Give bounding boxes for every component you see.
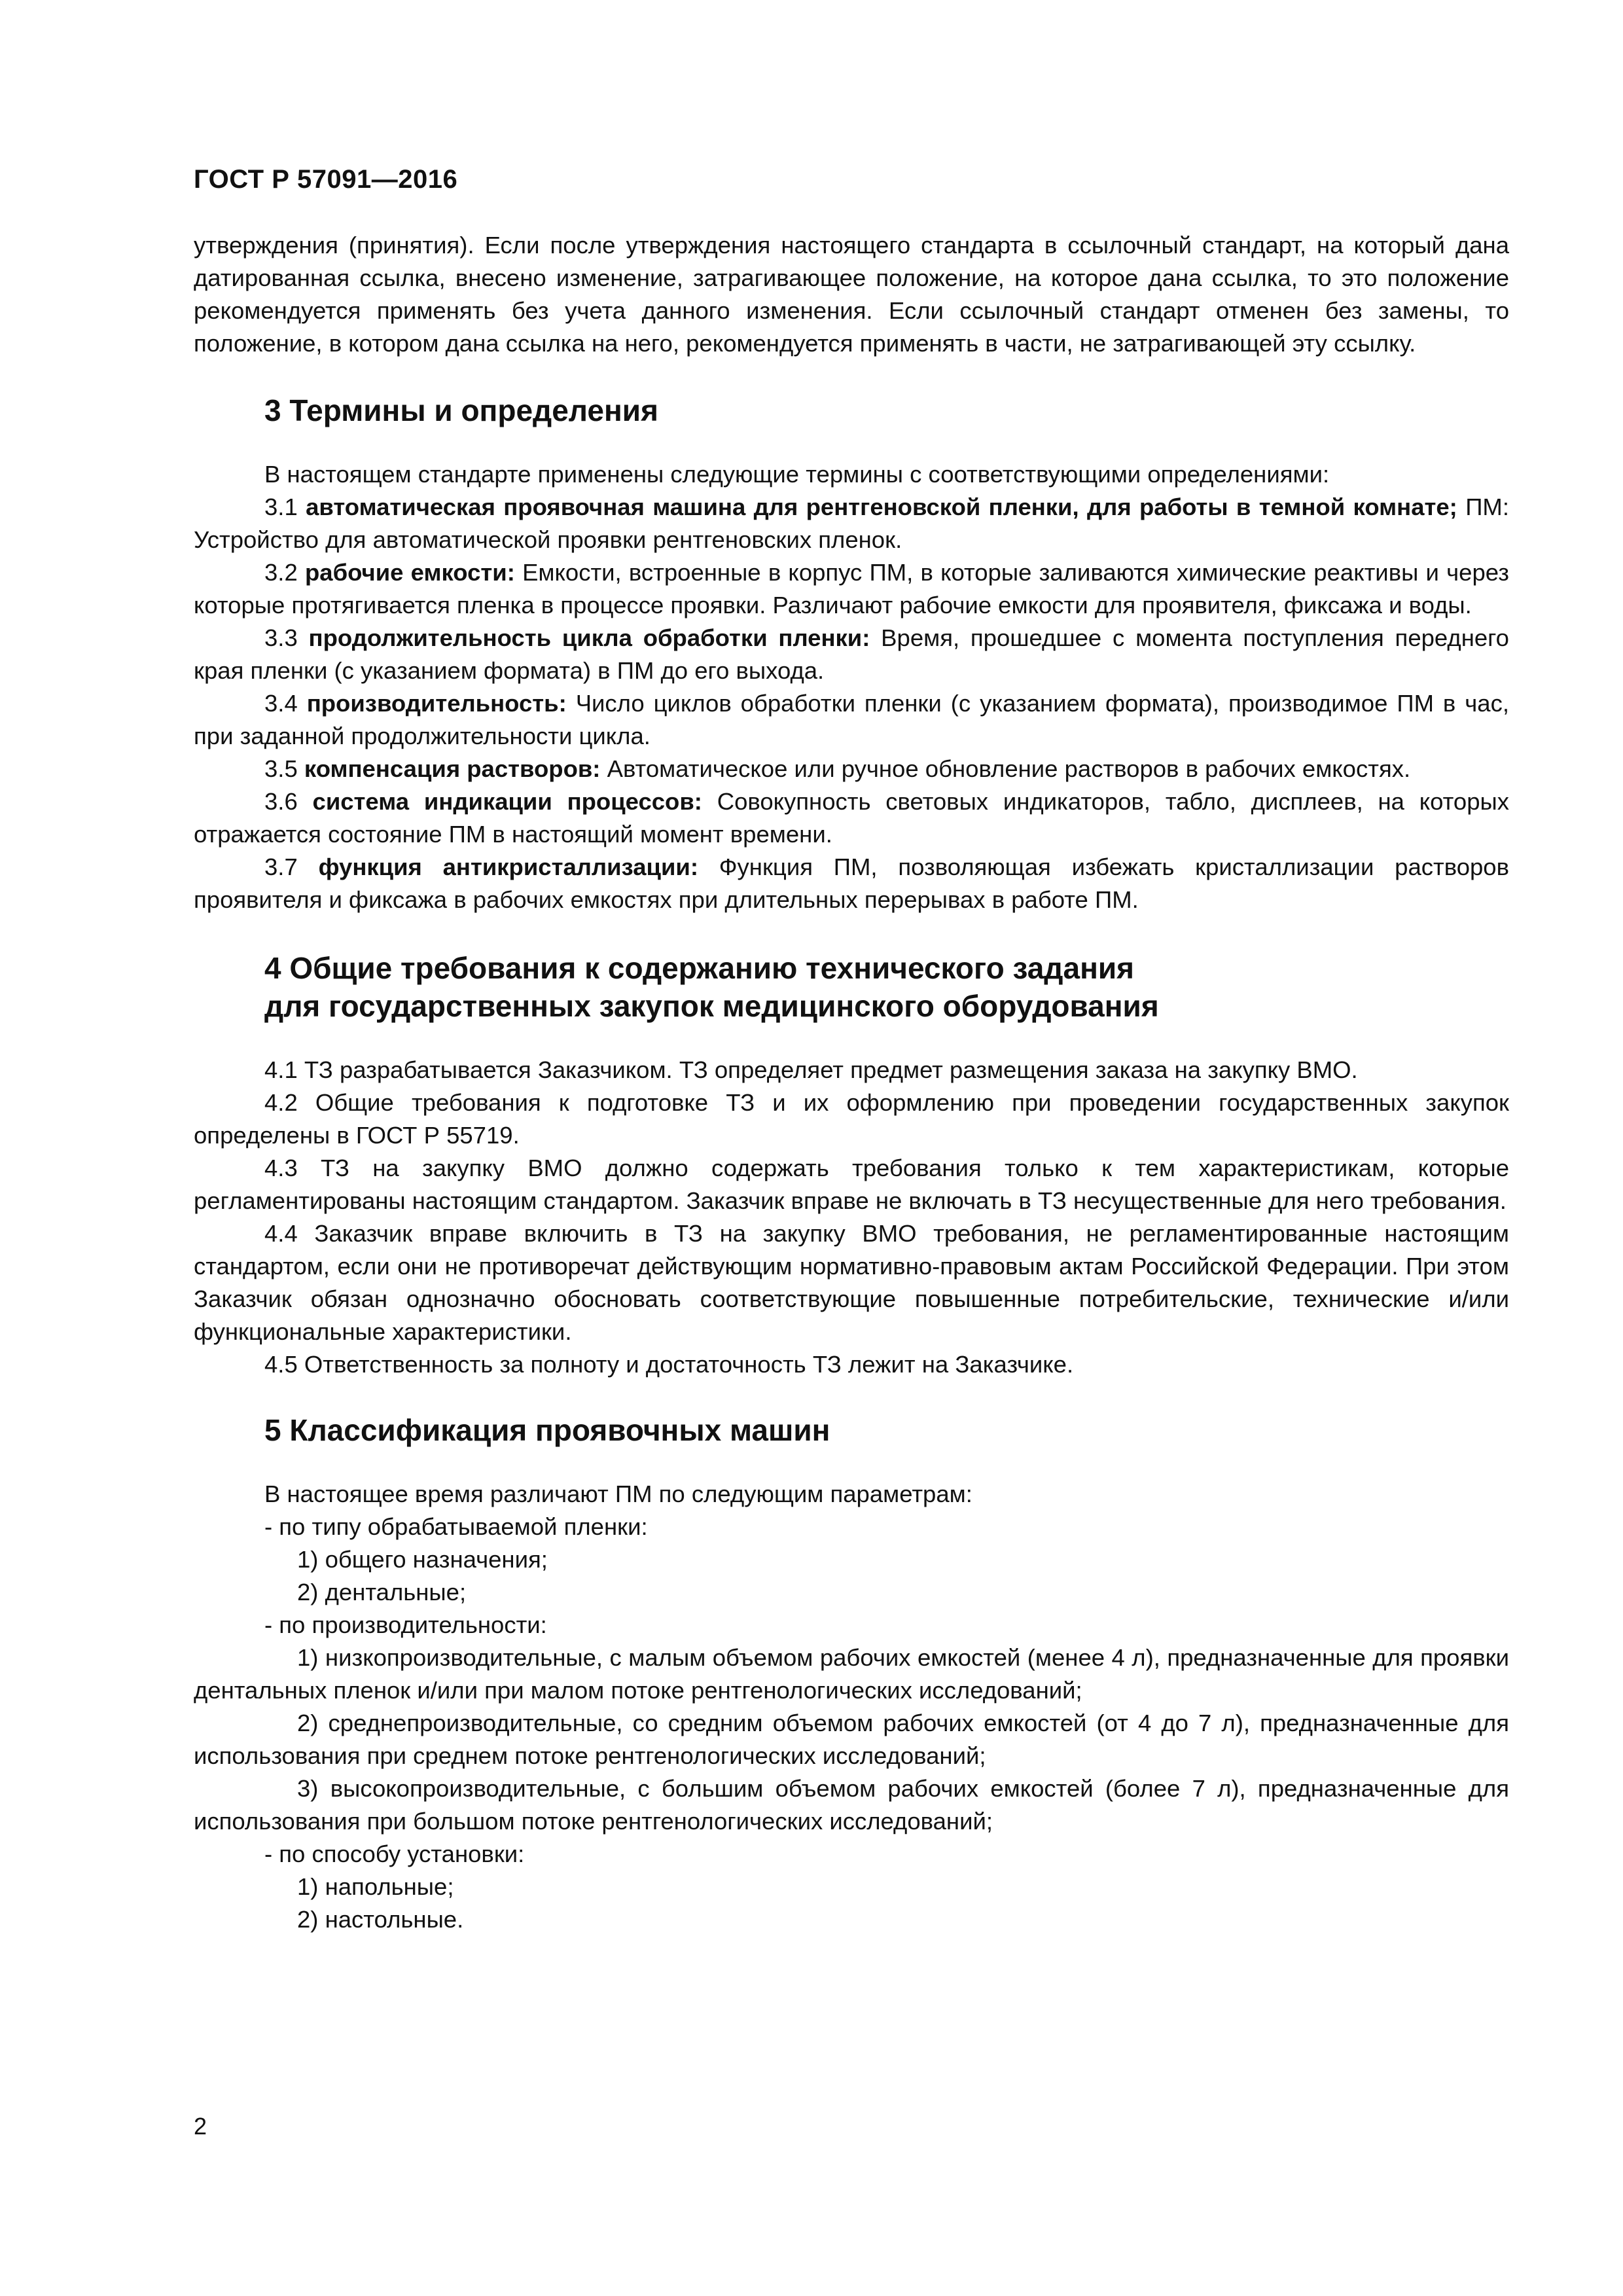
clause-4-2: 4.2 Общие требования к подготовке ТЗ и их оформлению при проведении государственных закупок определены в ГОСТ Р 55719. [194,1089,1509,1149]
term-name: продолжительность цикла обработки пленки: [308,624,870,651]
section-5-title: 5 Классификация проявочных машин [264,1413,830,1447]
term-name: функция антикристаллизации: [318,853,698,880]
section-4-title-line-2: для государственных закупок медицинского оборудования [264,989,1159,1023]
term-number: 3.3 [264,624,298,651]
term-3-3 [194,622,1509,687]
clause-4-1: 4.1 ТЗ разрабатывается Заказчиком. ТЗ определяет предмет размещения заказа на закупку ВМО. [264,1056,1358,1083]
term-number: 3.2 [264,559,298,586]
term-number: 3.6 [264,788,298,815]
term-name: автоматическая проявочная машина для рентгеновской пленки, для работы в темной комнате; [306,493,1457,520]
section-4-title [194,949,1509,1025]
document-code: ГОСТ Р 57091—2016 [194,165,458,194]
term-name: система индикации процессов: [312,788,702,815]
film-type-label: - по типу обрабатываемой пленки: [264,1513,648,1540]
page-body [194,229,1509,1936]
term-definition: Функция ПМ, позволяющая избежать кристаллизации растворов проявителя и фиксажа в рабочих емкостях при длительных перерывах в работе ПМ. [194,853,1509,913]
term-name: производительность: [306,690,567,717]
term-definition: Число циклов обработки пленки (с указанием формата), производимое ПМ в час, при заданной продолжительности цикла. [194,690,1509,749]
term-definition: ПМ: Устройство для автоматической проявки рентгеновских пленок. [194,493,1509,553]
term-definition: Автоматическое или ручное обновление растворов в рабочих емкостях. [600,755,1411,782]
term-definition: Емкости, встроенные в корпус ПМ, в которые заливаются химические реактивы и через которые протягивается пленка в процессе проявки. Различают рабочие емкости для проявителя, фиксажа и воды. [194,559,1509,619]
list-item: 1) общего назначения; [297,1546,548,1573]
term-3-5 [194,753,1509,785]
term-3-7 [194,851,1509,916]
installation-label: - по способу установки: [264,1840,525,1867]
list-item: 2) настольные. [297,1906,464,1933]
term-name: рабочие емкости: [304,559,515,586]
intro-paragraph: утверждения (принятия). Если после утверждения настоящего стандарта в ссылочный стандарт, на который дана датированная ссылка, внесено изменение, затрагивающее положение, на которое дана ссылка, то это положение рекомендуется применять без учета данного изменения. Если ссылочный стандарт отменен без замены, то положение, в котором дана ссылка на него, рекомендуется применять в части, не затрагивающей эту ссылку. [194,232,1509,357]
term-number: 3.7 [264,853,298,880]
page-number: 2 [194,2113,207,2140]
section-3-title: 3 Термины и определения [264,393,658,427]
list-item: 2) дентальные; [297,1579,467,1605]
term-3-2 [194,556,1509,622]
list-item: 1) низкопроизводительные, с малым объемом рабочих емкостей (менее 4 л), предназначенные для проявки дентальных пленок и/или при малом потоке рентгенологических исследований; [194,1644,1509,1704]
productivity-label: - по производительности: [264,1611,547,1638]
list-item: 1) напольные; [297,1873,454,1900]
term-name: компенсация растворов: [304,755,601,782]
term-number: 3.1 [264,493,298,520]
term-number: 3.4 [264,690,298,717]
term-definition: Совокупность световых индикаторов, табло, дисплеев, на которых отражается состояние ПМ в настоящий момент времени. [194,788,1509,848]
list-item: 3) высокопроизводительные, с большим объемом рабочих емкостей (более 7 л), предназначенные для использования при большом потоке рентгенологических исследований; [194,1775,1509,1835]
term-number: 3.5 [264,755,298,782]
list-item: 2) среднепроизводительные, со средним объемом рабочих емкостей (от 4 до 7 л), предназначенные для использования при среднем потоке рентгенологических исследований; [194,1710,1509,1769]
term-3-6 [194,785,1509,851]
clause-4-4: 4.4 Заказчик вправе включить в ТЗ на закупку ВМО требования, не регламентированные настоящим стандартом, если они не противоречат действующим нормативно-правовым актам Российской Федерации. При этом Заказчик обязан однозначно обосновать соответствующие повышенные потребительские, технические и/или функциональные характеристики. [194,1220,1509,1345]
section-5-lead: В настоящее время различают ПМ по следующим параметрам: [264,1480,972,1507]
term-3-1 [194,491,1509,556]
section-3-lead: В настоящем стандарте применены следующие термины с соответствующими определениями: [264,461,1330,488]
section-4-title-line-1: 4 Общие требования к содержанию технического задания [264,951,1134,985]
term-definition: Время, прошедшее с момента поступления переднего края пленки (с указанием формата) в ПМ до его выхода. [194,624,1509,684]
clause-4-3: 4.3 ТЗ на закупку ВМО должно содержать требования только к тем характеристикам, которые регламентированы настоящим стандартом. Заказчик вправе не включать в ТЗ несущественные для него требования. [194,1155,1509,1214]
clause-4-5: 4.5 Ответственность за полноту и достаточность ТЗ лежит на Заказчике. [264,1351,1074,1378]
term-3-4 [194,687,1509,753]
